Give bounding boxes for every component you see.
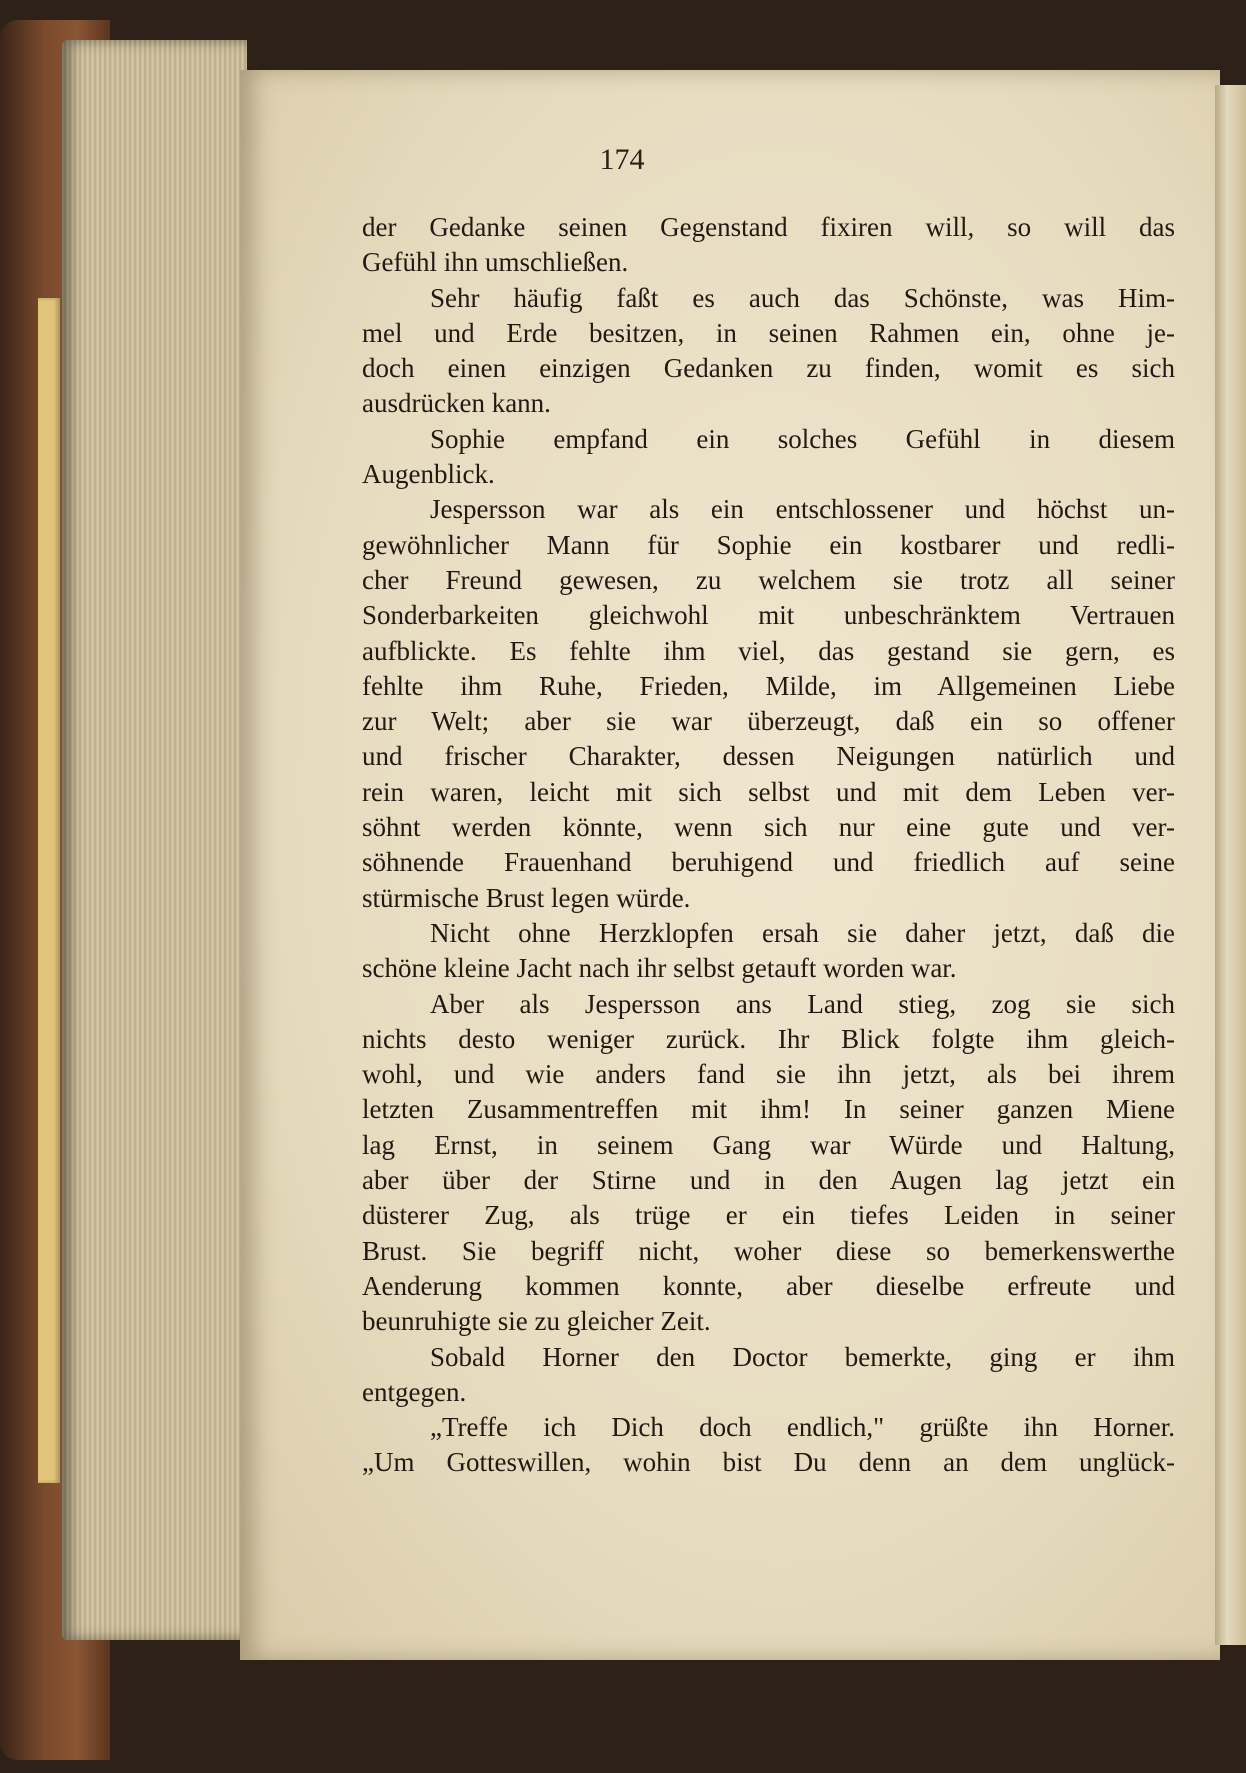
text-line: der Gedanke seinen Gegenstand fixiren will, so will das (362, 212, 1175, 242)
text-line: söhnende Frauenhand beruhigend und friedlich auf seine (362, 847, 1175, 878)
text-line: aber über der Stirne und in den Augen lag jetzt ein (362, 1165, 1175, 1196)
text-line: letzten Zusammentreffen mit ihm! In seiner ganzen Miene (362, 1094, 1175, 1125)
text-line: Aber als Jespersson ans Land stieg, zog sie sich (430, 988, 1175, 1019)
text-line: gewöhnlicher Mann für Sophie ein kostbarer und redli- (362, 529, 1175, 560)
paragraph (362, 1340, 1175, 1411)
text-line: zur Welt; aber sie war überzeugt, daß ein so offener (362, 706, 1175, 737)
text-line: Jespersson war als ein entschlossener und höchst un- (430, 494, 1175, 525)
text-line: Sonderbarkeiten gleichwohl mit unbeschränktem Vertrauen (362, 600, 1175, 631)
body-text (362, 210, 1175, 1481)
paragraph (362, 492, 1175, 916)
text-line: und frischer Charakter, dessen Neigungen natürlich und (362, 741, 1175, 772)
paragraph (362, 210, 1175, 281)
paragraph (362, 987, 1175, 1340)
text-line: aufblickte. Es fehlte ihm viel, das gestand sie gern, es (362, 635, 1175, 666)
text-line: Aenderung kommen konnte, aber dieselbe erfreute und (362, 1270, 1175, 1301)
text-line: Sehr häufig faßt es auch das Schönste, was Him- (430, 282, 1175, 313)
text-line: doch einen einzigen Gedanken zu finden, womit es sich (362, 353, 1175, 384)
paragraph (362, 281, 1175, 422)
text-line: söhnt werden könnte, wenn sich nur eine gute und ver- (362, 812, 1175, 843)
text-line: wohl, und wie anders fand sie ihn jetzt, als bei ihrem (362, 1059, 1175, 1090)
text-line: Nicht ohne Herzklopfen ersah sie daher jetzt, daß die (430, 917, 1175, 948)
text-line: Sophie empfand ein solches Gefühl in diesem (430, 423, 1175, 454)
text-line: cher Freund gewesen, zu welchem sie trotz all seiner (362, 564, 1175, 595)
paragraph (362, 916, 1175, 987)
facing-page-edge (1215, 85, 1246, 1645)
paragraph (362, 1410, 1175, 1481)
text-line: schöne kleine Jacht nach ihr selbst getauft worden war. (362, 953, 957, 984)
text-line: rein waren, leicht mit sich selbst und mit dem Leben ver- (362, 776, 1175, 807)
text-line: ausdrücken kann. (362, 388, 551, 419)
page-stack-edge (62, 40, 247, 1640)
text-line: fehlte ihm Ruhe, Frieden, Milde, im Allgemeinen Liebe (362, 670, 1175, 701)
page-number: 174 (599, 143, 645, 176)
text-line: Brust. Sie begriff nicht, woher diese so bemerkenswerthe (362, 1235, 1175, 1266)
text-line: entgegen. (362, 1376, 467, 1407)
text-line: nichts desto weniger zurück. Ihr Blick folgte ihm gleich- (362, 1023, 1175, 1054)
text-line: düsterer Zug, als trüge er ein tiefes Leiden in seiner (362, 1200, 1175, 1231)
text-line: „Um Gotteswillen, wohin bist Du denn an dem unglück- (362, 1447, 1175, 1478)
paragraph (362, 422, 1175, 493)
bookmark-ribbon (38, 298, 60, 1483)
text-line: Gefühl ihn umschließen. (362, 247, 629, 278)
text-line: Sobald Horner den Doctor bemerkte, ging er ihm (430, 1341, 1175, 1372)
text-line: „Treffe ich Dich doch endlich," grüßte ihn Horner. (430, 1412, 1175, 1443)
text-line: beunruhigte sie zu gleicher Zeit. (362, 1306, 711, 1337)
text-line: mel und Erde besitzen, in seinen Rahmen ein, ohne je- (362, 317, 1175, 348)
text-line: stürmische Brust legen würde. (362, 882, 691, 913)
text-line: lag Ernst, in seinem Gang war Würde und Haltung, (362, 1129, 1175, 1160)
text-line: Augenblick. (362, 459, 495, 490)
